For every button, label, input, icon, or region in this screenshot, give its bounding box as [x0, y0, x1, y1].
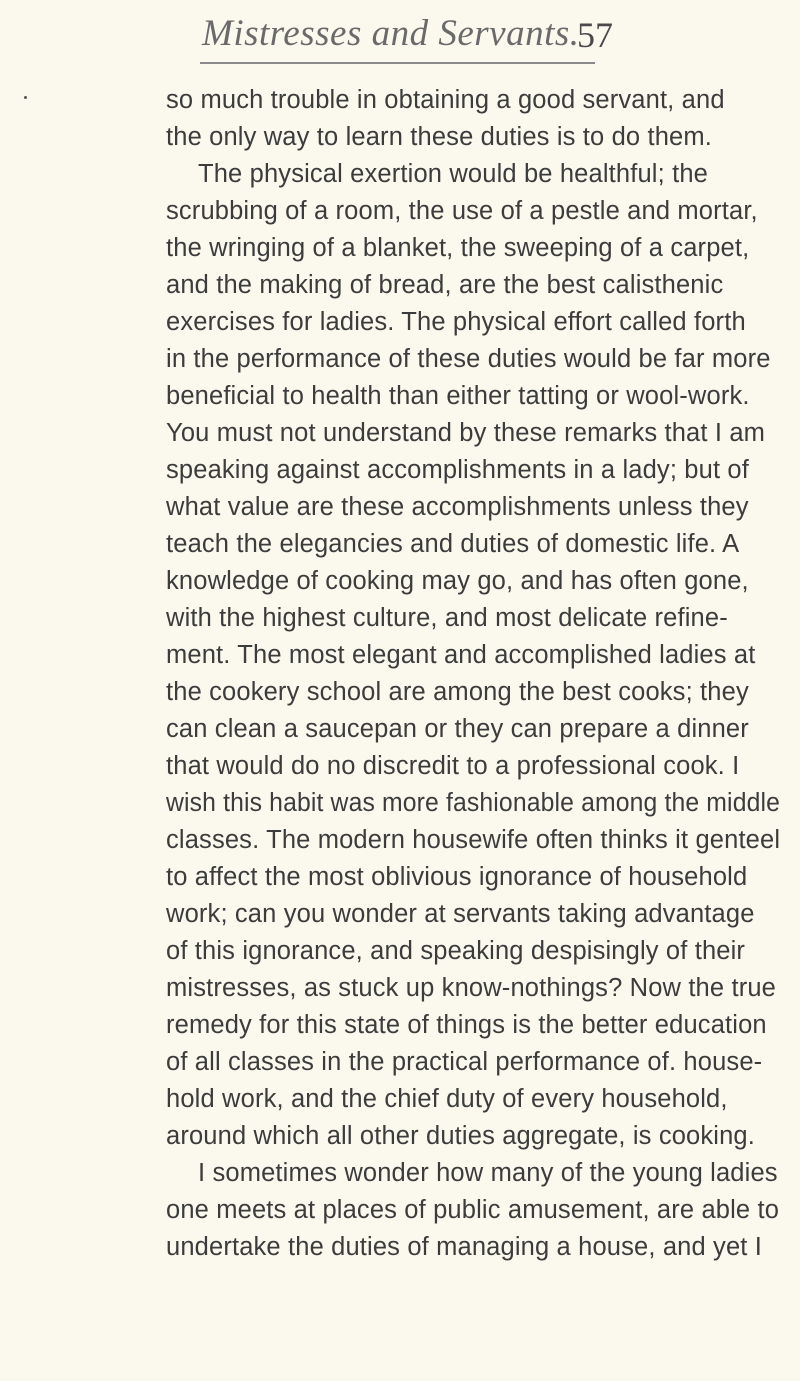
text-line: speaking against accomplishments in a lady; but of: [166, 456, 749, 484]
text-line: can clean a saucepan or they can prepare a dinner: [166, 715, 749, 743]
text-line: scrubbing of a room, the use of a pestle and mortar,: [166, 197, 758, 225]
text-line: I sometimes wonder how many of the young ladies: [198, 1159, 778, 1187]
text-line: beneficial to health than either tatting or wool-work.: [166, 382, 750, 410]
text-line: and the making of bread, are the best calisthenic: [166, 271, 724, 299]
text-line: ment. The most elegant and accomplished ladies at: [166, 641, 756, 669]
text-line: around which all other duties aggregate, is cooking.: [166, 1122, 755, 1150]
text-line: hold work, and the chief duty of every household,: [166, 1085, 728, 1113]
text-line: one meets at places of public amusement, are able to: [166, 1196, 780, 1224]
text-line: wish this habit was more fashionable among the middle: [166, 789, 781, 817]
text-line: with the highest culture, and most delicate refine-: [166, 604, 728, 632]
text-line: the cookery school are among the best cooks; they: [166, 678, 749, 706]
text-line: You must not understand by these remarks that I am: [166, 419, 766, 447]
text-line: in the performance of these duties would be far more: [166, 345, 771, 373]
text-line: that would do no discredit to a professional cook. I: [166, 752, 740, 780]
page-number: 57: [577, 15, 613, 55]
text-line: of this ignorance, and speaking despisingly of their: [166, 937, 746, 965]
text-line: mistresses, as stuck up know-nothings? Now the true: [166, 974, 776, 1002]
text-line: the wringing of a blanket, the sweeping of a carpet,: [166, 234, 750, 262]
text-line: what value are these accomplishments unless they: [166, 493, 749, 521]
text-line: exercises for ladies. The physical effort called forth: [166, 308, 746, 336]
text-line: teach the elegancies and duties of domestic life. A: [166, 530, 740, 558]
running-title: Mistresses and Servants.: [202, 13, 580, 54]
text-line: knowledge of cooking may go, and has often gone,: [166, 567, 749, 595]
header-rule: [200, 62, 595, 64]
text-line: to affect the most oblivious ignorance of household: [166, 863, 748, 891]
page-header: [0, 12, 800, 60]
text-line: so much trouble in obtaining a good servant, and: [166, 86, 725, 114]
text-line: undertake the duties of managing a house, and yet I: [166, 1233, 762, 1261]
margin-mark: [24, 96, 27, 99]
text-line: classes. The modern housewife often thinks it genteel: [166, 826, 781, 854]
text-line: of all classes in the practical performance of. house-: [166, 1048, 763, 1076]
text-line: work; can you wonder at servants taking advantage: [166, 900, 755, 928]
text-line: remedy for this state of things is the better education: [166, 1011, 767, 1039]
text-line: the only way to learn these duties is to do them.: [166, 123, 712, 151]
text-line: The physical exertion would be healthful; the: [198, 160, 708, 188]
